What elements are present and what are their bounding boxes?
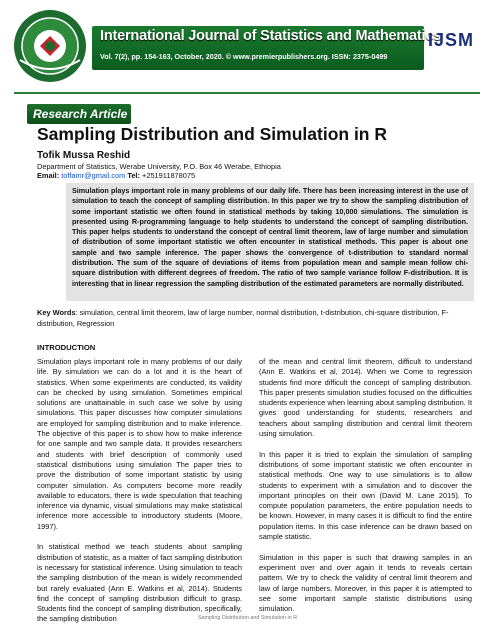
author-affiliation: Department of Statistics, Werabe University, P.O. Box 46 Werabe, Ethiopia: [37, 162, 281, 171]
journal-info: Vol. 7(2), pp. 154-163, October, 2020. © www.premierpublishers.org. ISSN: 2375-0499: [100, 52, 388, 61]
paragraph: In this paper it is tried to explain the simulation of sampling distributions of some important statistic we often encounter in statistical methods. One way to use simulations is to allow students to experiment with a simulation and to discover the important principles on their own (David M. Lane 2015). To compute population parameters, the entire population needs to be known. However, in many cases it is difficult to find the entire population items. In this case inference can be drawn based on sample statistic.: [259, 449, 472, 542]
author-contact: [37, 171, 195, 180]
paragraph: Simulation in this paper is such that drawing samples in an experiment over and over again it tends to reveals certain pattern. We try to check the validity of central limit theorem and law of large numbers. Moreover, in this paper it is attempted to see some important sample statistic distributions using simulation.: [259, 552, 472, 614]
tel-label: Tel:: [127, 171, 140, 180]
right-column: [259, 357, 472, 625]
paragraph: Simulation plays important role in many problems of our daily life. By simulation we can do a lot and it is the heart of statistics. When some experiments are conducted, its validity can be checked by using simulation. Sometimes empirical solutions are unattainable in such case we solve by using simulations. This paper discusses how computer simulations are employed for sampling distribution and to make inference. The objective of this paper is to show how to make inference for one sample and two sample data. It provides researchers and students with brief description of commonly used statistical distributions using simulation The paper tries to prove the distribution of some important statistic by using computer simulation. As computers become more readily available to educators, there is wide speculation that teaching inference via dynamic, visual simulations may make statistical inference more accessible to introductory students (Moore, 1997).: [37, 357, 242, 531]
keywords-label: Key Words: [37, 308, 76, 317]
journal-header: [10, 8, 488, 74]
author-name: Tofik Mussa Reshid: [37, 150, 131, 161]
journal-title-bar: [92, 26, 442, 70]
journal-name: International Journal of Statistics and Mathematics: [100, 28, 442, 44]
paper-title: Sampling Distribution and Simulation in R: [37, 124, 387, 144]
email-label: Email:: [37, 171, 60, 180]
header-rule: [14, 92, 480, 94]
tel-value: +251911878075: [142, 171, 196, 180]
publisher-logo: [10, 8, 92, 86]
section-heading: INTRODUCTION: [37, 343, 96, 352]
paragraph: of the mean and central limit theorem, difficult to understand (Ann E. Watkins et al, 2014). When we Come to regression students find more difficult the concept of sampling distribution. This paper presents simulation studies focused on the difficulties students experience when learning about sampling distribution. It gives good understanding for students, researchers and teachers about sampling distribution and central limit theorem using simulation.: [259, 357, 472, 439]
page-footer: Sampling Distribution and Simulation in R: [197, 615, 298, 621]
journal-acronym: IJSM: [428, 30, 475, 50]
keywords-text: : simulation, central limit theorem, law of large number, normal distribution, t-distribution, chi-square distribution, F-distribution, Regression: [37, 308, 449, 328]
keywords: [37, 308, 477, 329]
email-link[interactable]: toffamr@gmail.com: [61, 171, 126, 180]
left-column: [37, 357, 242, 635]
abstract-box: Simulation plays important role in many problems of our daily life. There has been increasing interest in the use of simulation to teach the concept of sampling distribution. In this paper we try to show the sampling distribution of some important statistic we often found in statistical methods by taking 10,000 simulations. The simulation is presented using R-programming language to help students to understand the concept of sampling distribution. This paper helps students to understand the concept of central limit theorem, law of large number and simulation of distribution of some important statistic we often encounter in statistical methods. This paper is about one sample and two sample inference. The paper shows the convergence of t-distribution to standard normal distribution. The sum of the square of deviations of items from population mean and sample mean follow chi-square distribution with different degrees of freedom. The ratio of two sample variance follow F-distribution. It is interesting that in linear regression the sampling distribution of the estimated parameters are normally distributed.: [66, 183, 474, 301]
paragraph: In statistical method we teach students about sampling distribution of statistic, as a matter of fact sampling distribution is necessary for statistical inference. Using simulation to teach the sampling distribution of the mean is widely recommended but rarely evaluated (Ann E. Watkins et al, 2014). Students find the concept of sampling distribution difficult to grasp. Students find the concept of sampling distribution, specifically, the sampling distribution: [37, 542, 242, 624]
article-type-badge: Research Article: [27, 104, 131, 124]
